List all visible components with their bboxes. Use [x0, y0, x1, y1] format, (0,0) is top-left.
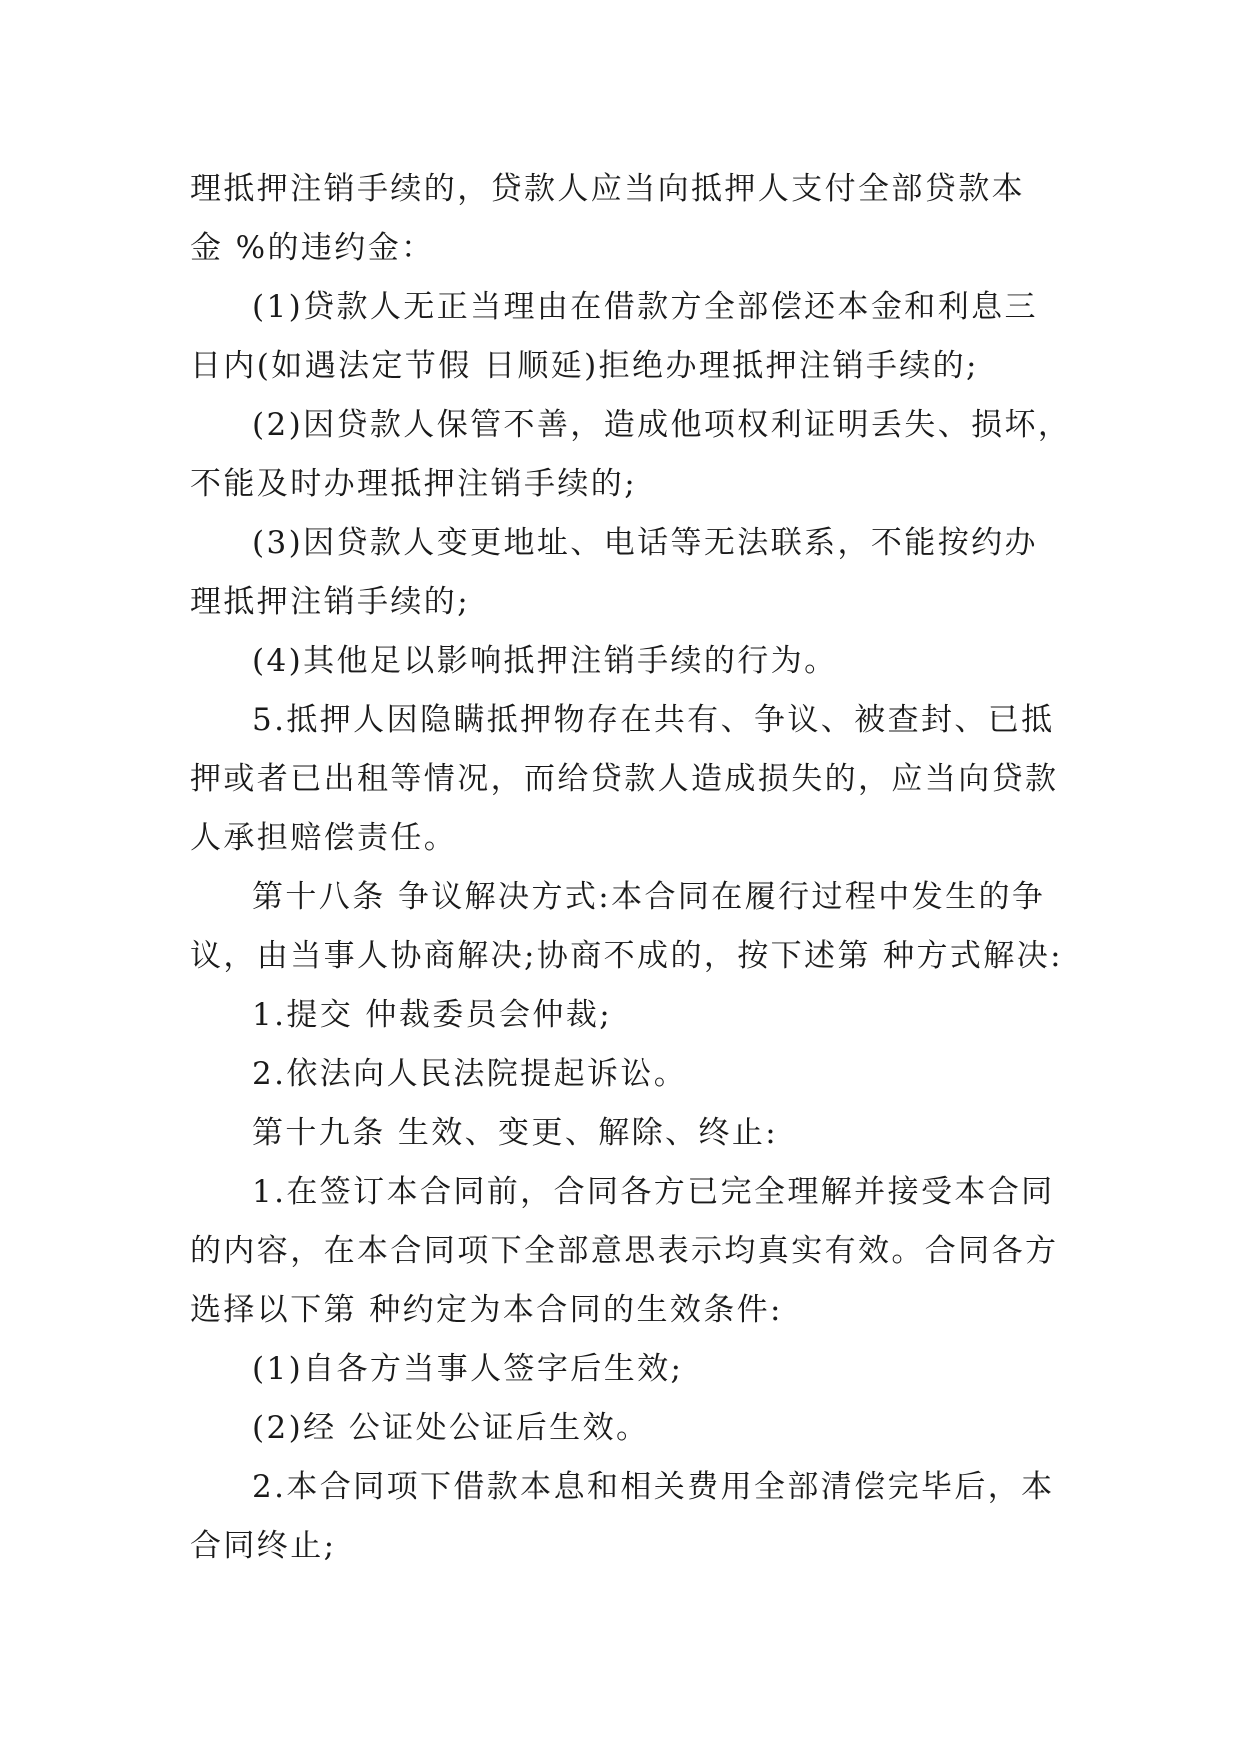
text-line: (4)其他足以影响抵押注销手续的行为。: [252, 643, 838, 679]
text-line: 的内容，在本合同项下全部意思表示均真实有效。合同各方: [190, 1233, 1059, 1269]
text-line: 人承担赔偿责任。: [190, 820, 458, 856]
text-line: 不能及时办理抵押注销手续的;: [190, 466, 638, 502]
text-line: (3)因贷款人变更地址、电话等无法联系，不能按约办: [252, 525, 1038, 561]
text-line: 1.提交 仲裁委员会仲裁;: [252, 997, 613, 1033]
text-line: (2)因贷款人保管不善，造成他项权利证明丢失、损坏，: [252, 407, 1072, 443]
text-line: 2.依法向人民法院提起诉讼。: [252, 1056, 688, 1092]
text-line: 日内(如遇法定节假 日顺延)拒绝办理抵押注销手续的;: [190, 348, 979, 384]
text-line: 金 %的违约金：: [190, 230, 435, 266]
text-line: 2.本合同项下借款本息和相关费用全部清偿完毕后，本: [252, 1469, 1055, 1505]
text-line: 选择以下第 种约定为本合同的生效条件:: [190, 1292, 783, 1328]
text-line: 第十八条 争议解决方式:本合同在履行过程中发生的争: [252, 879, 1046, 915]
text-line: 5.抵押人因隐瞒抵押物存在共有、争议、被查封、已抵: [252, 702, 1055, 738]
text-line: (1)贷款人无正当理由在借款方全部偿还本金和利息三: [252, 289, 1038, 325]
text-line: 押或者已出租等情况，而给贷款人造成损失的，应当向贷款: [190, 761, 1059, 797]
text-line: 第十九条 生效、变更、解除、终止:: [252, 1115, 779, 1151]
text-line: 理抵押注销手续的;: [190, 584, 471, 620]
contract-text-body: [190, 160, 1072, 1576]
text-line: (2)经 公证处公证后生效。: [252, 1410, 650, 1446]
text-line: (1)自各方当事人签字后生效;: [252, 1351, 684, 1387]
text-line: 1.在签订本合同前，合同各方已完全理解并接受本合同: [252, 1174, 1055, 1210]
text-line: 理抵押注销手续的，贷款人应当向抵押人支付全部贷款本: [190, 171, 1025, 207]
text-line: 议，由当事人协商解决;协商不成的，按下述第 种方式解决:: [190, 938, 1063, 974]
text-line: 合同终止;: [190, 1528, 337, 1564]
